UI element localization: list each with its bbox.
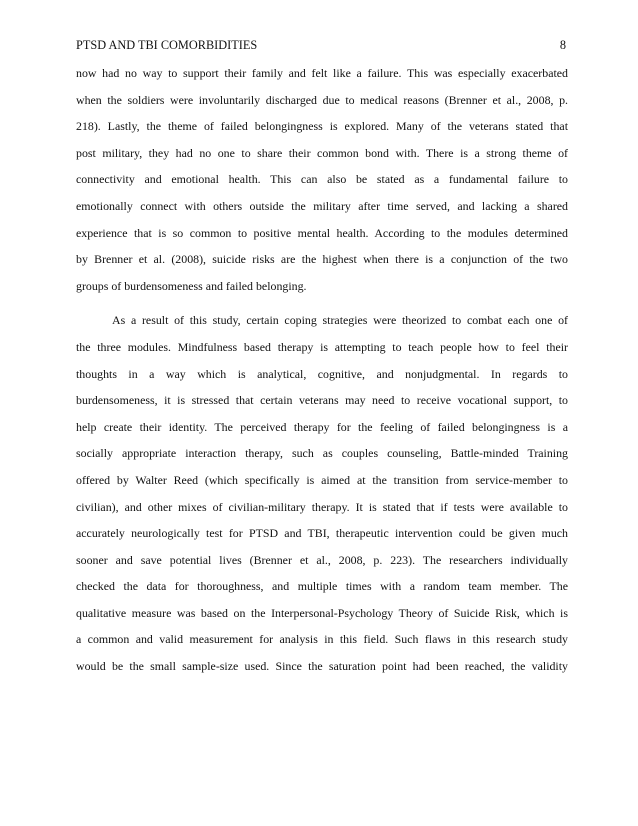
page-number: 8 bbox=[559, 38, 566, 52]
text-line: checked the data for thoroughness, and multiple times with a random team member. The bbox=[76, 579, 568, 594]
paragraph-1 bbox=[76, 60, 568, 299]
text-line: by Brenner et al. (2008), suicide risks are the highest when there is a conjunction of the two bbox=[76, 252, 568, 267]
text-line: offered by Walter Reed (which specifically is aimed at the transition from service-member to bbox=[76, 472, 568, 487]
text-line: emotionally connect with others outside the military after time served, and lacking a shared bbox=[76, 198, 568, 213]
text-line: experience that is so common to positive mental health. According to the modules determined bbox=[76, 225, 568, 240]
text-line: help create their identity. The perceived therapy for the feeling of failed belongingness is a bbox=[76, 419, 568, 434]
text-line: the three modules. Mindfulness based therapy is attempting to teach people how to feel their bbox=[76, 339, 568, 354]
text-line: post military, they had no one to share their common bond with. There is a strong theme of bbox=[76, 145, 568, 160]
text-line: now had no way to support their family and felt like a failure. This was especially exacerbated bbox=[76, 66, 568, 80]
text-line: As a result of this study, certain coping strategies were theorized to combat each one of bbox=[112, 313, 568, 328]
text-line: sooner and save potential lives (Brenner et al., 2008, p. 223). The researchers individually bbox=[76, 552, 568, 567]
running-head-title: PTSD AND TBI COMORBIDITIES bbox=[76, 38, 258, 52]
text-line: would be the small sample-size used. Since the saturation point had been reached, the validity bbox=[76, 659, 568, 674]
text-line: qualitative measure was based on the Interpersonal-Psychology Theory of Suicide Risk, which is bbox=[76, 605, 568, 620]
text-line: burdensomeness, it is stressed that certain veterans may need to receive vocational support, to bbox=[76, 393, 568, 408]
text-line: when the soldiers were involuntarily discharged due to medical reasons (Brenner et al., 2008, p. bbox=[76, 92, 568, 107]
text-line: connectivity and emotional health. This can also be stated as a fundamental failure to bbox=[76, 172, 568, 187]
text-line: thoughts in a way which is analytical, cognitive, and nonjudgmental. In regards to bbox=[76, 366, 568, 381]
text-line: a common and valid measurement for analysis in this field. Such flaws in this research study bbox=[76, 632, 568, 647]
running-header bbox=[76, 38, 566, 53]
text-line: civilian), and other mixes of civilian-military therapy. It is stated that if tests were available to bbox=[76, 499, 568, 514]
paragraph-2 bbox=[76, 307, 568, 679]
text-line: groups of burdensomeness and failed belonging. bbox=[76, 278, 307, 293]
text-line: socially appropriate interaction therapy, such as couples counseling, Battle-minded Training bbox=[76, 446, 568, 461]
text-line: accurately neurologically test for PTSD and TBI, therapeutic intervention could be given much bbox=[76, 526, 568, 541]
body-text bbox=[76, 60, 568, 680]
text-line: 218). Lastly, the theme of failed belongingness is explored. Many of the veterans stated that bbox=[76, 119, 568, 134]
